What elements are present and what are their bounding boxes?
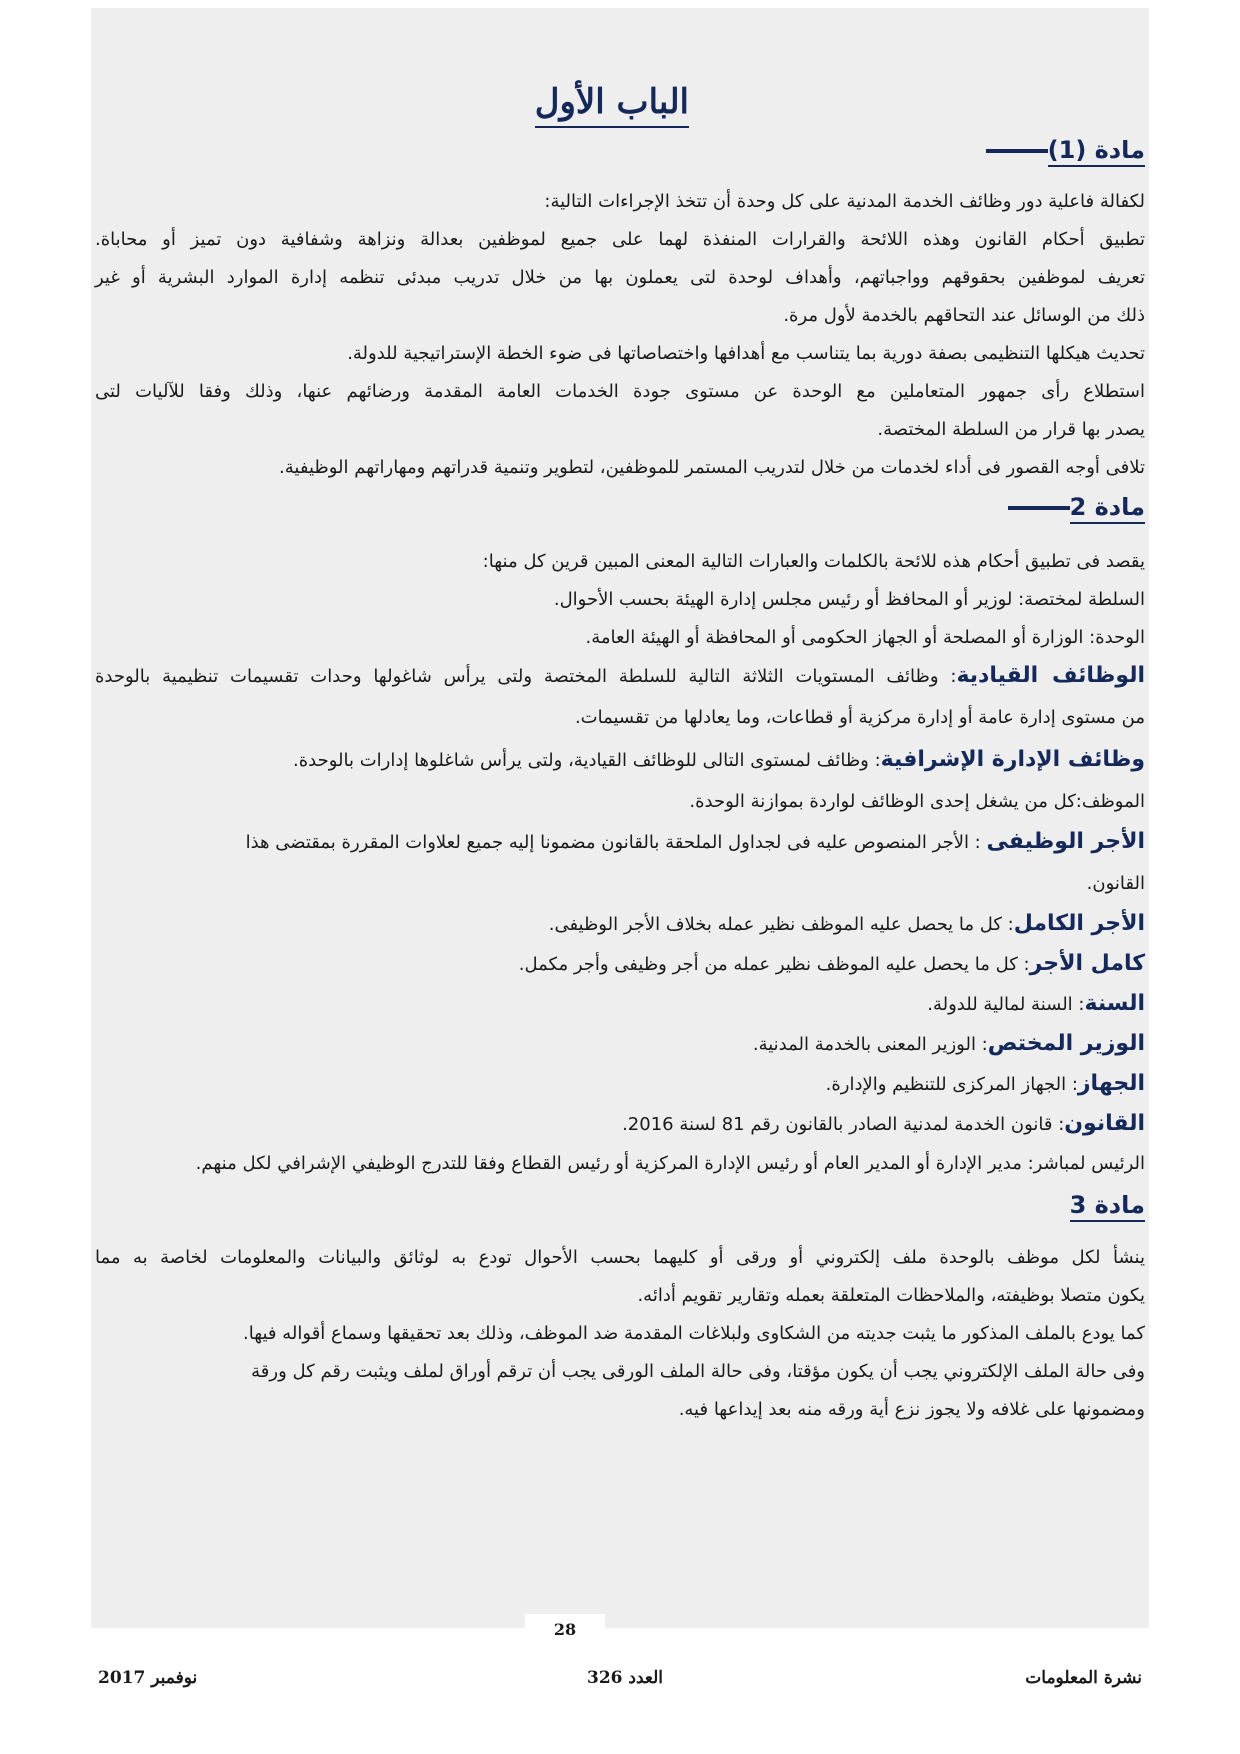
footer-date: نوفمبر 2017 — [98, 1668, 198, 1688]
definition-complementary — [519, 950, 1145, 979]
article-1-line: لكفالة فاعلية دور وظائف الخدمة المدنية على كل وحدة أن تتخذ الإجراءات التالية: — [544, 191, 1145, 212]
definition-wage-cont: القانون. — [1086, 873, 1145, 894]
definition-law — [622, 1110, 1145, 1139]
article-2-line: السلطة لمختصة: لوزير أو المحافظ أو رئيس مجلس إدارة الهيئة بحسب الأحوال. — [553, 589, 1145, 610]
definition-text: : قانون الخدمة لمدنية الصادر بالقانون رقم 81 لسنة 2016. — [622, 1114, 1065, 1135]
term-law: القانون — [1064, 1111, 1145, 1136]
definition-employee: الموظف:كل من يشغل إحدى الوظائف لواردة بموازنة الوحدة. — [689, 791, 1145, 812]
article-1-line: ذلك من الوسائل عند التحاقهم بالخدمة لأول مرة. — [783, 305, 1145, 326]
article-2-line: الوحدة: الوزارة أو المصلحة أو الجهاز الحكومى أو المحافظة أو الهيئة العامة. — [585, 627, 1145, 648]
article-2-heading-text: مادة 2 — [1070, 493, 1145, 524]
definition-wage — [246, 828, 1145, 857]
article-3-line: يكون متصلا بوظيفته، والملاحظات المتعلقة بعمله وتقارير تقويم أدائه. — [637, 1285, 1145, 1306]
article-1-line: استطلاع رأى جمهور المتعاملين مع الوحدة عن مستوى جودة الخدمات العامة المقدمة ورضائهم عنها، وذلك وفقا للآليات لتى — [95, 381, 1145, 402]
definition-minister — [753, 1030, 1145, 1059]
definition-text: : الأجر المنصوص عليه فى لجداول الملحقة بالقانون مضمونا إليه جميع لعلاوات المقررة بمقتضى هذا — [245, 832, 987, 853]
article-1-line: تحديث هيكلها التنظيمى بصفة دورية بما يتناسب مع أهدافها واختصاصاتها فى ضوء الخطة الإستراتيجية للدولة. — [347, 343, 1145, 364]
term-minister: الوزير المختص — [987, 1031, 1145, 1056]
definition-agency — [826, 1070, 1145, 1099]
term-agency: الجهاز — [1077, 1071, 1145, 1096]
article-2-line: يقصد فى تطبيق أحكام هذه للائحة بالكلمات والعبارات التالية المعنى المبين قرين كل منها: — [482, 551, 1145, 572]
heading-underline — [1008, 506, 1070, 510]
footer-issue: العدد 326 — [586, 1668, 664, 1688]
definition-text: : وظائف المستويات الثلاثة التالية للسلطة المختصة ولتى يرأس شاغولها وحدات تقسيمات تنظيمية بالوحدة — [95, 666, 957, 687]
term-supervisory: وظائف الإدارة الإشرافية — [880, 747, 1145, 772]
definition-text: : كل ما يحصل عليه الموظف نظير عمله بخلاف الأجر الوظيفى. — [548, 914, 1014, 935]
term-wage: الأجر الوظيفى — [986, 829, 1145, 854]
definition-text: : الجهاز المركزى للتنظيم والإدارة. — [825, 1074, 1078, 1095]
article-3-line: وفى حالة الملف الإلكتروني يجب أن يكون مؤقتا، وفى حالة الملف الورقى يجب أن ترقم أوراق لملف ويثبت رقم كل ورقة — [251, 1361, 1145, 1382]
article-1-heading-text: مادة (1) — [1048, 136, 1145, 167]
page-number: 28 — [553, 1620, 577, 1639]
chapter-title: الباب الأول — [535, 80, 689, 128]
definition-text: : الوزير المعنى بالخدمة المدنية. — [752, 1034, 988, 1055]
article-2-heading — [1006, 490, 1145, 524]
term-complementary: كامل الأجر — [1029, 951, 1145, 976]
definition-text: : وظائف لمستوى التالى للوظائف القيادية، ولتى يرأس شاغلوها إدارات بالوحدة. — [292, 750, 881, 771]
article-1-line: تلافى أوجه القصور فى أداء لخدمات من خلال لتدريب المستمر للموظفين، لتطوير وتنمية قدراتهم ومهاراتهم الوظيفية. — [279, 457, 1145, 478]
definition-text: : السنة لمالية للدولة. — [927, 994, 1085, 1015]
definition-text: : كل ما يحصل عليه الموظف نظير عمله من أجر وظيفى وأجر مكمل. — [518, 954, 1030, 975]
term-full-wage: الأجر الكامل — [1013, 911, 1145, 936]
term-year: السنة — [1084, 991, 1145, 1016]
definition-leadership-cont: من مستوى إدارة عامة أو إدارة مركزية أو قطاعات، وما يعادلها من تقسيمات. — [574, 707, 1145, 728]
definition-leadership — [95, 662, 1145, 691]
article-1-line: تطبيق أحكام القانون وهذه اللائحة والقرارات المنفذة لهما على جميع لموظفين بعدالة ونزاهة وشفافية دون تميز أو محاباة. — [95, 229, 1145, 250]
article-3-line: ومضمونها على غلافه ولا يجوز نزع أية ورقه منه بعد إيداعها فيه. — [678, 1399, 1145, 1420]
article-3-line: ينشأ لكل موظف بالوحدة ملف إلكتروني أو ورقى أو كليهما بحسب الأحوال تودع به لوثائق والبيانات والمعلومات لخاصة به مما — [95, 1247, 1145, 1268]
article-1-line: يصدر بها قرار من السلطة المختصة. — [877, 419, 1145, 440]
definition-manager: الرئيس لمباشر: مدير الإدارة أو المدير العام أو رئيس الإدارة المركزية أو رئيس القطاع وفقا للتدرج الوظيفي الإشرافي لكل منهم. — [195, 1153, 1145, 1174]
article-3-line: كما يودع بالملف المذكور ما يثبت جديته من الشكاوى ولبلاغات المقدمة ضد الموظف، وذلك بعد تحقيقها وسماع أقواله فيها. — [243, 1323, 1145, 1344]
definition-supervisory — [293, 746, 1145, 775]
article-1-heading — [984, 133, 1145, 167]
term-leadership: الوظائف القيادية — [956, 663, 1145, 688]
article-3-heading — [1070, 1188, 1145, 1222]
article-1-line: تعريف لموظفين بحقوقهم وواجباتهم، وأهداف لوحدة لتى يعملون بها من خلال تدريب مبدئى تنظمه إدارة الموارد البشرية أو غير — [95, 267, 1145, 288]
article-3-heading-text: مادة 3 — [1070, 1191, 1145, 1222]
definition-year — [927, 990, 1145, 1019]
footer-publication: نشرة المعلومات — [1025, 1668, 1142, 1688]
heading-underline — [986, 149, 1048, 153]
definition-full-wage — [549, 910, 1145, 939]
